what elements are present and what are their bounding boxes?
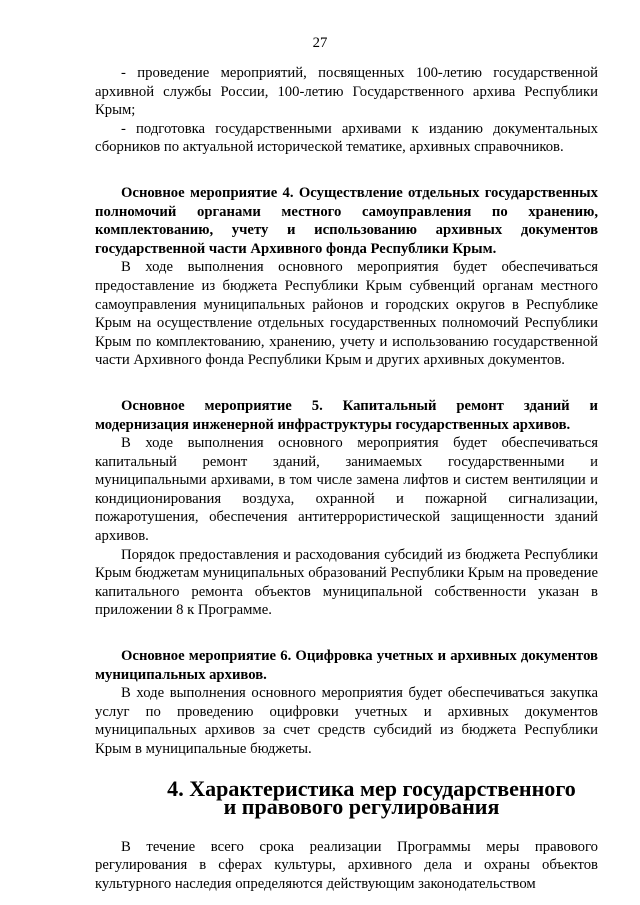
measure-5-funding-text: Порядок предоставления и расходования субсидий из бюджета Республики Крым бюджетам муниципальных образований Республики Крым на проведение капитального ремонта объектов муниципальной собственности указан в приложении 8 к Программе. (95, 546, 598, 619)
page-number: 27 (312, 35, 328, 51)
measure-6-heading: Основное мероприятие 6. Оцифровка учетных и архивных документов муниципальных архивов. (95, 648, 598, 683)
bullet-item: - подготовка государственными архивами к изданию документальных сборников по актуальной исторической тематике, архивных справочников. (95, 120, 598, 156)
section-4-title (95, 775, 598, 820)
section-4-title-line1: 4. Характеристика мер государственного (167, 775, 576, 801)
page-content (95, 64, 598, 894)
measure-6-text: В ходе выполнения основного мероприятия будет обеспечиваться закупка услуг по проведению оцифровки учетных и архивных документов муниципальных архивов за счет средств субсидий из бюджета Республики Крым в муниципальные бюджеты. (95, 685, 598, 757)
section-4-title-line2: и правового регулирования (223, 794, 500, 820)
measure-5-text: В ходе выполнения основного мероприятия будет обеспечиваться капитальный ремонт зданий, занимаемых государственными и муниципальными архивами, в том числе замена лифтов и систем вентиляции и кондиционирования воздуха, охранной и пожарной сигнализации, пожаротушения, обеспечения антитеррористической защищенности зданий архивов. (95, 435, 598, 545)
section-4-text: В течение всего срока реализации Программы меры правового регулирования в сферах культуры, архивного дела и охраны объектов культурного наследия определяются действующим законодательством (95, 838, 598, 892)
bullet-item: - проведение мероприятий, посвященных 100-летию государственной архивной службы России, 100-летию Государственного архива Республики Крым; (95, 65, 598, 119)
measure-5-heading: Основное мероприятие 5. Капитальный ремонт зданий и модернизация инженерной инфраструктуры государственных архивов. (95, 397, 598, 433)
measure-4-text: В ходе выполнения основного мероприятия будет обеспечиваться предоставление из бюджета Республики Крым субвенций органам местного самоуправления муниципальных районов и городских округов в Республике Крым на осуществление отдельных государственных полномочий Республики Крым по комплектованию, хранению, учету и использованию государственной части Архивного фонда Республики Крым и других архивных документов. (95, 259, 598, 369)
measure-4-heading: Основное мероприятие 4. Осуществление отдельных государственных полномочий органами местного самоуправления по хранению, комплектованию, учету и использованию архивных документов государственной части Архивного фонда Республики Крым. (95, 184, 598, 257)
